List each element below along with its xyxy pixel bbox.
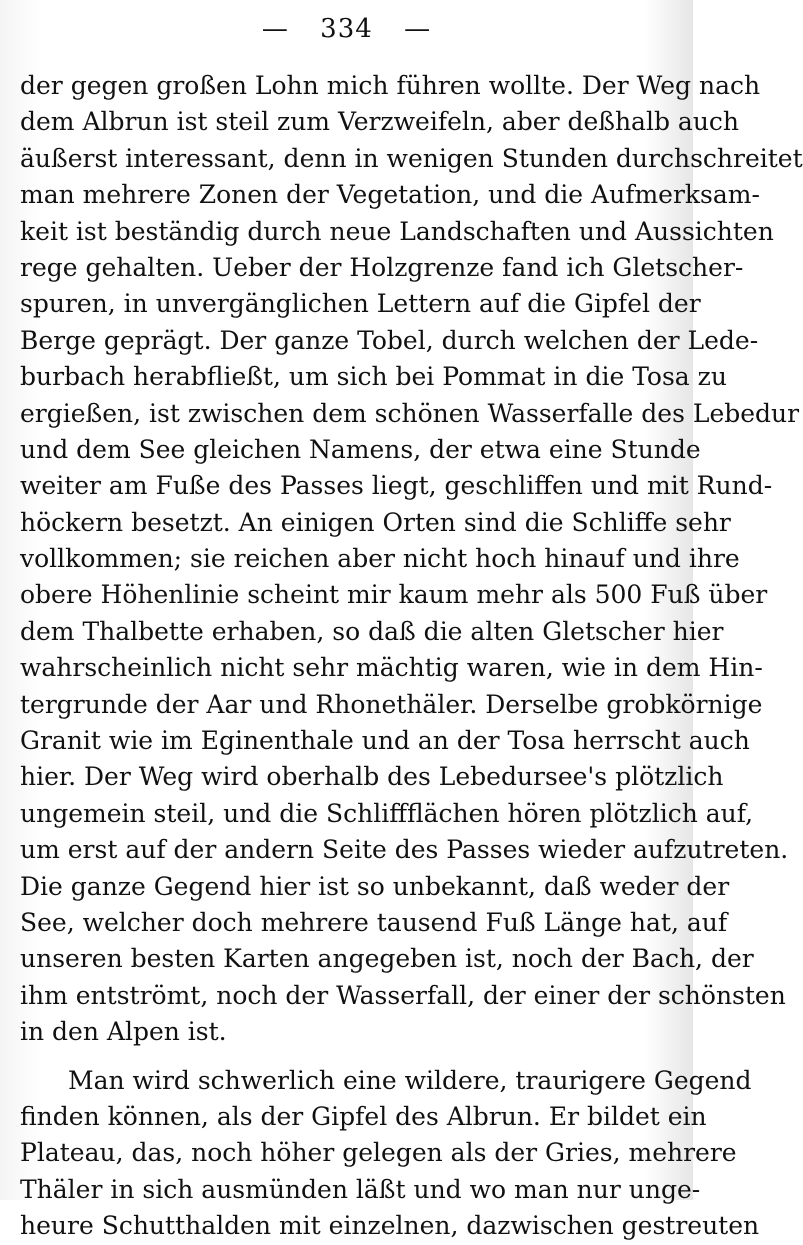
- text-line: keit ist beständig durch neue Landschaften und Aussichten: [20, 216, 774, 246]
- page-header: [0, 14, 693, 44]
- text-line: tergrunde der Aar und Rhonethäler. Derselbe grobkörnige: [20, 689, 763, 719]
- text-line: See, welcher doch mehrere tausend Fuß Länge hat, auf: [20, 907, 728, 937]
- text-line: äußerst interessant, denn in wenigen Stunden durchschreitet: [20, 143, 803, 173]
- text-line: Plateau, das, noch höher gelegen als der Gries, mehrere: [20, 1138, 737, 1168]
- text-line: spuren, in unvergänglichen Lettern auf die Gipfel der: [20, 289, 701, 319]
- text-line: vollkommen; sie reichen aber nicht hoch hinauf und ihre: [20, 544, 740, 574]
- text-line: ergießen, ist zwischen dem schönen Wasserfalle des Lebedur: [20, 398, 800, 428]
- text-line: in den Alpen ist.: [20, 1017, 227, 1047]
- text-line: heure Schutthalden mit einzelnen, dazwischen gestreuten: [20, 1211, 760, 1241]
- header-dash-left: —: [261, 14, 289, 44]
- text-line: Granit wie im Eginenthale und an der Tosa herrscht auch: [20, 726, 750, 756]
- text-line: obere Höhenlinie scheint mir kaum mehr als 500 Fuß über: [20, 580, 768, 610]
- paragraph-1: [20, 68, 803, 1051]
- text-line: und dem See gleichen Namens, der etwa eine Stunde: [20, 434, 701, 464]
- paragraph-gap: [20, 1051, 680, 1063]
- page-number: 334: [320, 14, 373, 44]
- text-line: Berge geprägt. Der ganze Tobel, durch welchen der Lede-: [20, 325, 759, 355]
- text-line: wahrscheinlich nicht sehr mächtig waren, wie in dem Hin-: [20, 653, 763, 683]
- text-line: ihm entströmt, noch der Wasserfall, der einer der schönsten: [20, 980, 786, 1010]
- text-line: um erst auf der andern Seite des Passes wieder aufzutreten.: [20, 835, 789, 865]
- text-line: Thäler in sich ausmünden läßt und wo man nur unge-: [20, 1174, 701, 1204]
- text-line: finden können, als der Gipfel des Albrun. Er bildet ein: [20, 1101, 707, 1131]
- text-line: burbach herabfließt, um sich bei Pommat in die Tosa zu: [20, 362, 727, 392]
- text-line: ungemein steil, und die Schliffflächen hören plötzlich auf,: [20, 798, 754, 828]
- text-line: Die ganze Gegend hier ist so unbekannt, daß weder der: [20, 871, 730, 901]
- header-dash-right: —: [404, 14, 432, 44]
- text-line: der gegen großen Lohn mich führen wollte. Der Weg nach: [20, 71, 761, 100]
- text-line: dem Thalbette erhaben, so daß die alten Gletscher hier: [20, 616, 724, 646]
- text-line: weiter am Fuße des Passes liegt, geschliffen und mit Rund-: [20, 471, 773, 501]
- text-line: unseren besten Karten angegeben ist, noch der Bach, der: [20, 944, 754, 974]
- text-line: man mehrere Zonen der Vegetation, und die Aufmerksam-: [20, 180, 760, 210]
- body-text: [20, 68, 803, 1245]
- text-line: rege gehalten. Ueber der Holzgrenze fand ich Gletscher-: [20, 252, 744, 282]
- text-line: dem Albrun ist steil zum Verzweifeln, aber deßhalb auch: [20, 107, 740, 137]
- text-line: höckern besetzt. An einigen Orten sind die Schliffe sehr: [20, 507, 731, 537]
- text-line: hier. Der Weg wird oberhalb des Lebedursee's plötzlich: [20, 762, 724, 792]
- text-line: Man wird schwerlich eine wildere, traurigere Gegend: [68, 1065, 752, 1095]
- paragraph-2: [20, 1063, 760, 1245]
